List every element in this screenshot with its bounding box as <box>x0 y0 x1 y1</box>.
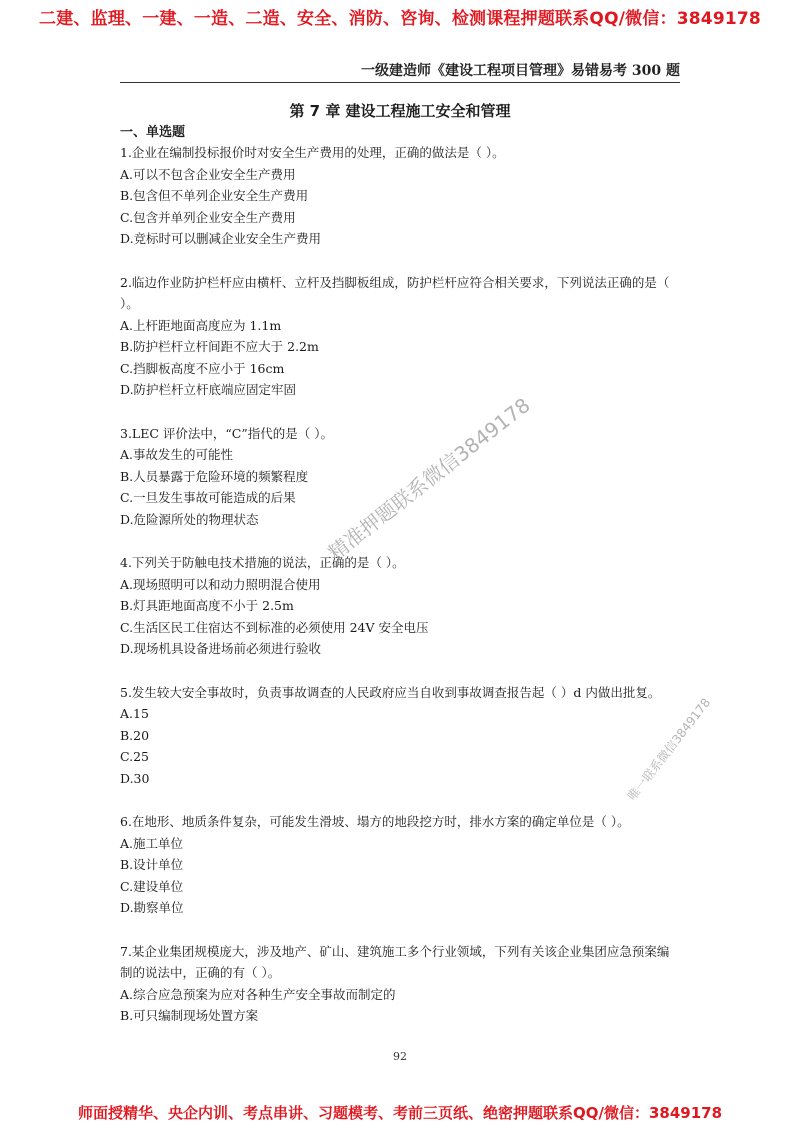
question-4 <box>120 552 680 660</box>
option-a: A.施工单位 <box>120 835 184 851</box>
question-6 <box>120 811 680 919</box>
option-c: C.建设单位 <box>120 878 184 894</box>
option-a: A.现场照明可以和动力照明混合使用 <box>120 576 321 592</box>
question-list <box>120 142 680 1049</box>
bottom-banner: 师面授精华、央企内训、考点串讲、习题模考、考前三页纸、绝密押题联系QQ/微信：3849178 <box>77 1104 723 1122</box>
option-a: A.15 <box>120 706 149 721</box>
option-b: B.灯具距地面高度不小于 2.5m <box>120 598 294 613</box>
option-d: D.30 <box>120 770 150 786</box>
question-stem: 7.某企业集团规模庞大，涉及地产、矿山、建筑施工多个行业领域，下列有关该企业集团应急预案编制的说法中，正确的有（ ）。 <box>120 943 670 980</box>
option-b: B.防护栏杆立杆间距不应大于 2.2m <box>120 339 319 354</box>
running-head: 一级建造师《建设工程项目管理》易错易考 300 题 <box>361 63 680 79</box>
question-7 <box>120 941 680 1027</box>
option-b: B.可只编制现场处置方案 <box>120 1008 259 1023</box>
option-d: D.现场机具设备进场前必须进行验收 <box>120 641 322 656</box>
option-b: B.20 <box>120 727 150 743</box>
watermark-diagonal: 精准押题联系微信3849178 <box>323 392 535 566</box>
option-a: A.综合应急预案为应对各种生产安全事故而制定的 <box>120 986 396 1002</box>
option-a: A.上杆距地面高度应为 1.1m <box>120 317 282 333</box>
option-b: B.人员暴露于危险环境的频繁程度 <box>120 468 309 484</box>
option-b: B.设计单位 <box>120 857 184 872</box>
option-c: C.一旦发生事故可能造成的后果 <box>120 490 296 505</box>
top-banner: 二建、监理、一建、一造、二造、安全、消防、咨询、检测课程押题联系QQ/微信：3849178 <box>39 9 761 29</box>
question-3 <box>120 423 680 531</box>
question-stem: 5.发生较大安全事故时，负责事故调查的人民政府应当自收到事故调查报告起（ ）d 内做出批复。 <box>120 684 661 700</box>
header-rule <box>120 82 680 83</box>
question-stem: 2.临边作业防护栏杆应由横杆、立杆及挡脚板组成，防护栏杆应符合相关要求，下列说法正确的是（ ）。 <box>120 274 670 311</box>
option-d: D.危险源所处的物理状态 <box>120 511 259 527</box>
watermark-margin: 唯一联系微信3849178 <box>624 695 714 804</box>
question-stem: 3.LEC 评价法中，“C”指代的是（ ）。 <box>120 425 333 441</box>
option-a: A.事故发生的可能性 <box>120 447 234 462</box>
question-1 <box>120 142 680 250</box>
option-c: C.生活区民工住宿达不到标准的必须使用 24V 安全电压 <box>120 619 429 635</box>
section-title: 一、单选题 <box>120 125 186 140</box>
question-stem: 1.企业在编制投标报价时对安全生产费用的处理，正确的做法是（ ）。 <box>120 145 505 160</box>
option-d: D.竞标时可以删减企业安全生产费用 <box>120 231 322 246</box>
option-c: C.25 <box>120 749 149 764</box>
option-c: C.挡脚板高度不应小于 16cm <box>120 360 285 376</box>
page-number: 92 <box>393 1050 407 1063</box>
question-5 <box>120 682 680 790</box>
option-b: B.包含但不单列企业安全生产费用 <box>120 188 309 203</box>
question-stem: 6.在地形、地质条件复杂，可能发生滑坡、塌方的地段挖方时，排水方案的确定单位是（ ）。 <box>120 814 630 829</box>
option-a: A.可以不包含企业安全生产费用 <box>120 166 296 182</box>
option-d: D.勘察单位 <box>120 900 184 915</box>
question-stem: 4.下列关于防触电技术措施的说法，正确的是（ ）。 <box>120 555 405 570</box>
question-2 <box>120 272 680 401</box>
chapter-title: 第 7 章 建设工程施工安全和管理 <box>289 102 511 120</box>
option-c: C.包含并单列企业安全生产费用 <box>120 209 296 225</box>
option-d: D.防护栏杆立杆底端应固定牢固 <box>120 382 297 397</box>
